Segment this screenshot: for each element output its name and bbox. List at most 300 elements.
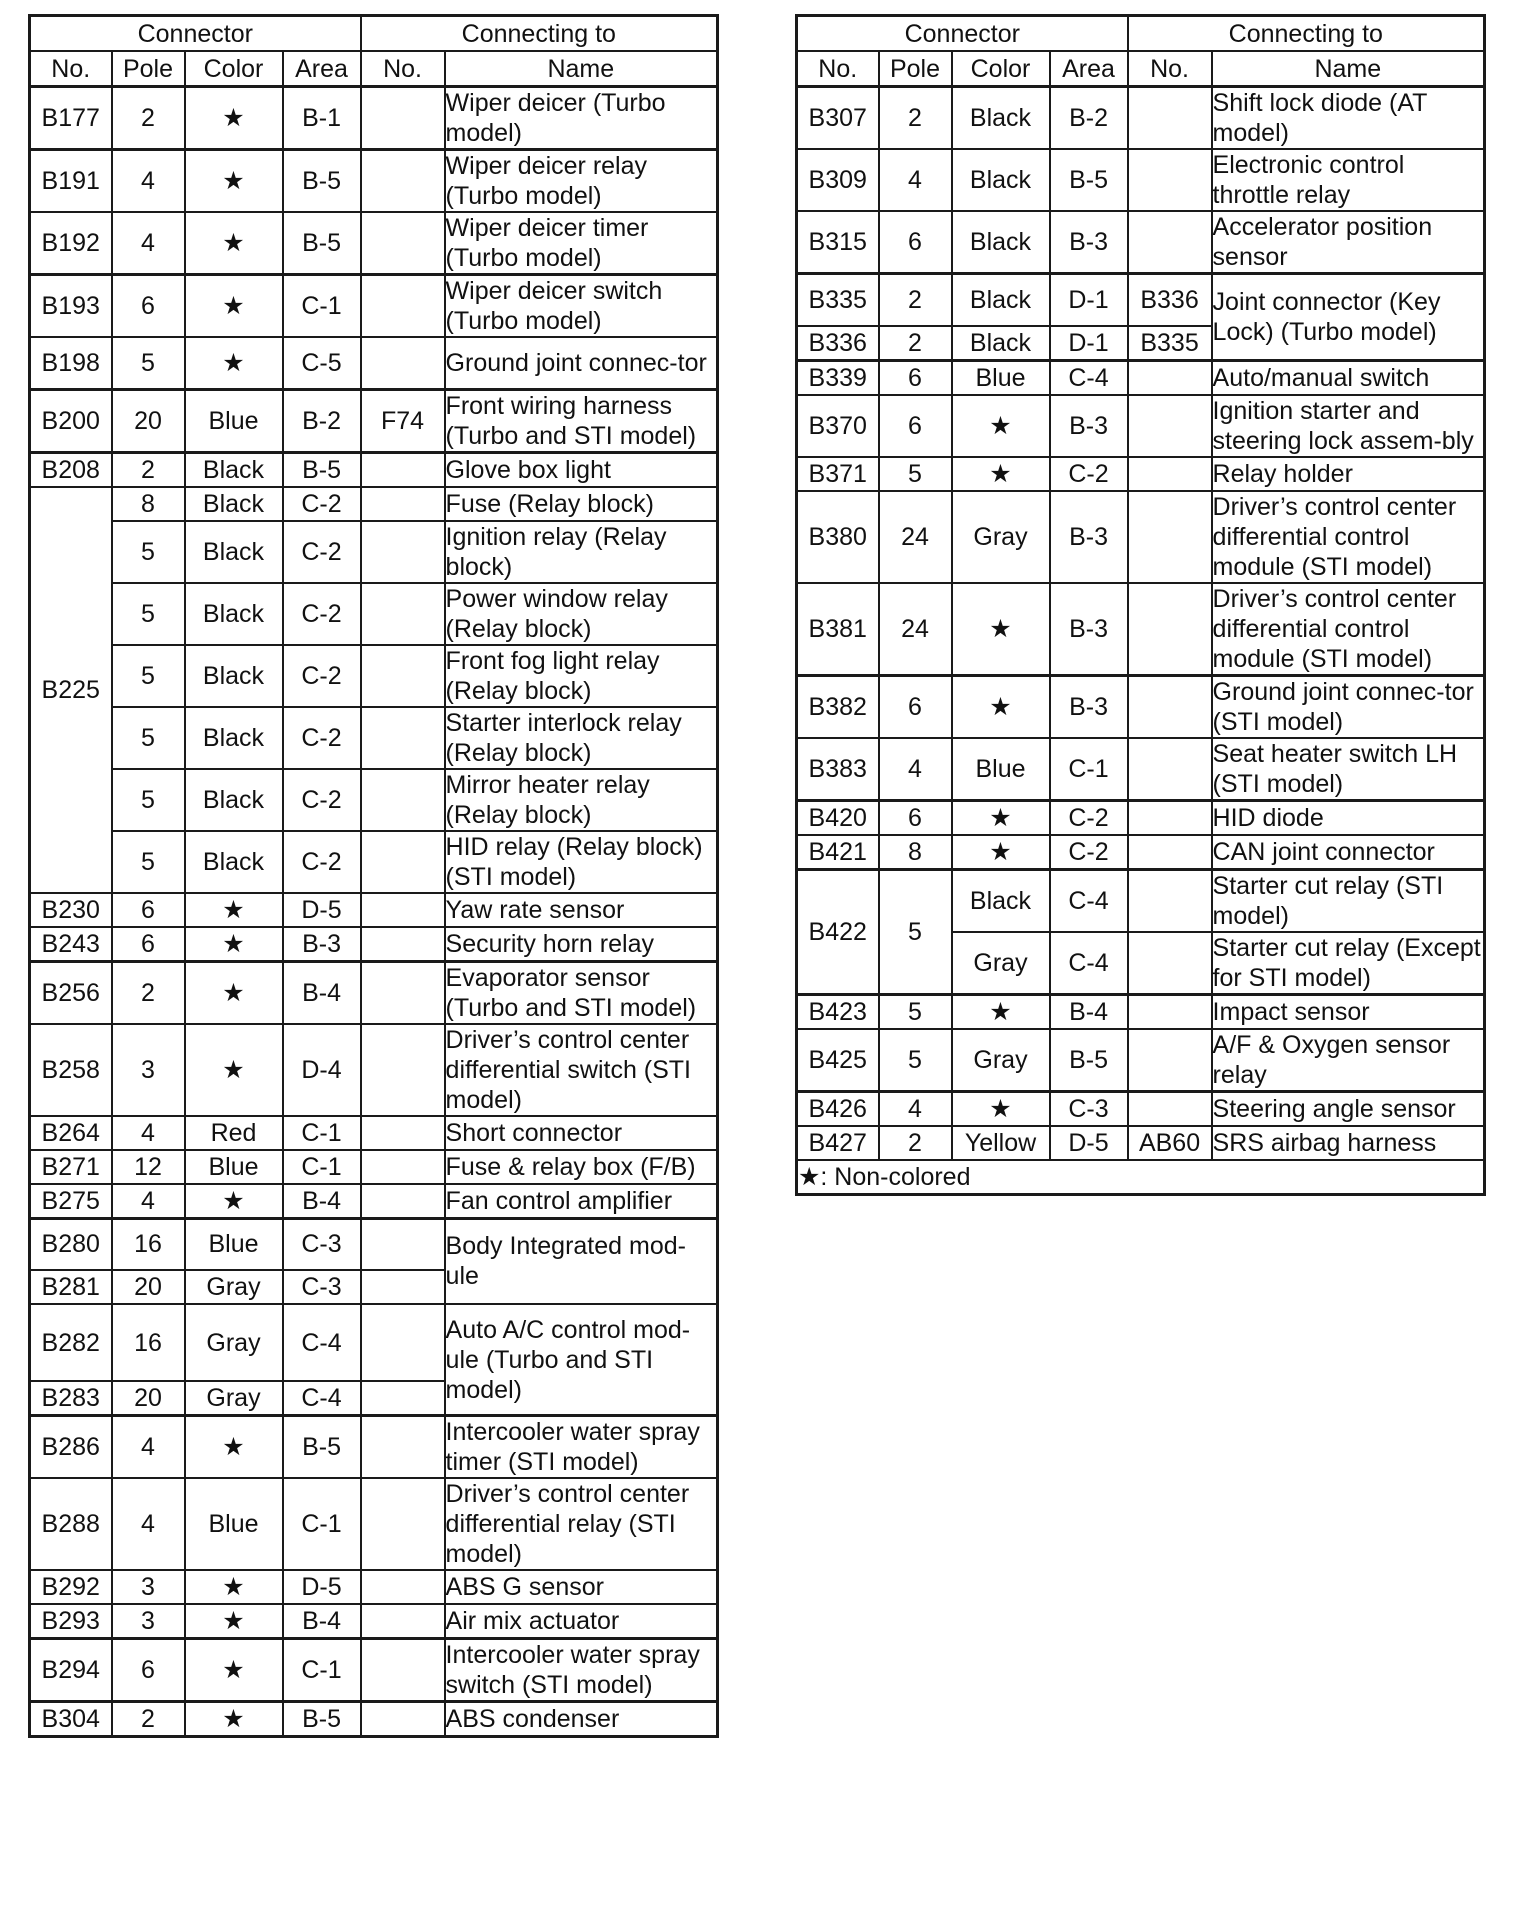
table-row — [30, 337, 718, 389]
color-value: Blue — [952, 738, 1050, 801]
pole-count: 20 — [112, 389, 185, 452]
connecting-to-no — [361, 1478, 445, 1570]
connecting-to-name: Driver’s control center differential switch (STI model) — [445, 1024, 718, 1116]
connector-no: B192 — [30, 212, 112, 275]
area-code: B-3 — [1050, 583, 1128, 676]
connecting-to-name: Wiper deicer relay (Turbo model) — [445, 150, 718, 213]
pole-count: 5 — [879, 1029, 952, 1092]
connector-no: B315 — [797, 211, 879, 274]
area-code: B-2 — [1050, 87, 1128, 150]
pole-count: 5 — [879, 869, 952, 994]
pole-count: 20 — [112, 1270, 185, 1304]
connector-no: B275 — [30, 1184, 112, 1219]
area-code: D-1 — [1050, 326, 1128, 361]
connecting-to-name: ABS G sensor — [445, 1570, 718, 1604]
connecting-to-no — [361, 1570, 445, 1604]
connecting-to-name: Fuse (Relay block) — [445, 487, 718, 521]
header-to-no: No. — [1128, 51, 1212, 87]
area-code: D-4 — [283, 1024, 361, 1116]
pole-count: 6 — [112, 1639, 185, 1702]
pole-count: 6 — [112, 893, 185, 927]
area-code: C-3 — [283, 1218, 361, 1270]
area-code: C-2 — [283, 831, 361, 893]
table-row — [30, 1604, 718, 1639]
color-value: Black — [185, 452, 283, 487]
connecting-to-name: Yaw rate sensor — [445, 893, 718, 927]
area-code: C-1 — [283, 1478, 361, 1570]
connecting-to-name: Front fog light relay (Relay block) — [445, 645, 718, 707]
connecting-to-no — [361, 927, 445, 962]
connecting-to-name: Joint connector (Key Lock) (Turbo model) — [1212, 274, 1485, 361]
pole-count: 5 — [112, 583, 185, 645]
color-value: Black — [185, 487, 283, 521]
pole-count: 5 — [112, 337, 185, 389]
area-code: C-3 — [283, 1270, 361, 1304]
color-value: Black — [952, 149, 1050, 211]
area-code: B-4 — [283, 1184, 361, 1219]
table-row — [797, 1091, 1485, 1126]
area-code: C-1 — [283, 275, 361, 338]
pole-count: 3 — [112, 1024, 185, 1116]
table-row — [30, 1024, 718, 1116]
pole-count: 8 — [879, 835, 952, 870]
table-row — [30, 1478, 718, 1570]
connecting-to-no — [361, 487, 445, 521]
area-code: B-4 — [1050, 994, 1128, 1029]
color-value: ★ — [952, 835, 1050, 870]
connecting-to-name: Mirror heater relay (Relay block) — [445, 769, 718, 831]
area-code: C-2 — [1050, 835, 1128, 870]
connecting-to-no — [361, 452, 445, 487]
connector-no: B286 — [30, 1416, 112, 1479]
connector-no: B339 — [797, 360, 879, 395]
connecting-to-no — [361, 275, 445, 338]
connecting-to-no — [1128, 149, 1212, 211]
pole-count: 4 — [112, 1478, 185, 1570]
connecting-to-no: AB60 — [1128, 1126, 1212, 1160]
table-row — [30, 87, 718, 150]
connecting-to-no — [361, 583, 445, 645]
connector-no: B230 — [30, 893, 112, 927]
area-code: D-5 — [1050, 1126, 1128, 1160]
connecting-to-no — [1128, 675, 1212, 738]
table-row — [30, 452, 718, 487]
connecting-to-no: B336 — [1128, 274, 1212, 326]
connector-no: B193 — [30, 275, 112, 338]
connecting-to-no — [1128, 87, 1212, 150]
connecting-to-no — [361, 212, 445, 275]
connector-no: B427 — [797, 1126, 879, 1160]
table-row — [30, 1150, 718, 1184]
connector-no: B422 — [797, 869, 879, 994]
table-row — [30, 389, 718, 452]
connector-no: B294 — [30, 1639, 112, 1702]
table-row — [30, 1184, 718, 1219]
connector-no: B371 — [797, 457, 879, 491]
table-row — [797, 583, 1485, 676]
connecting-to-name: Starter interlock relay (Relay block) — [445, 707, 718, 769]
connecting-to-no — [361, 1639, 445, 1702]
connecting-to-name: SRS airbag harness — [1212, 1126, 1485, 1160]
color-value: Gray — [185, 1381, 283, 1416]
pole-count: 24 — [879, 491, 952, 583]
connector-no: B243 — [30, 927, 112, 962]
color-value: Gray — [952, 932, 1050, 995]
connecting-to-name: A/F & Oxygen sensor relay — [1212, 1029, 1485, 1092]
connecting-to-name: Starter cut relay (Except for STI model) — [1212, 932, 1485, 995]
connector-no: B200 — [30, 389, 112, 452]
connector-no: B382 — [797, 675, 879, 738]
color-value: ★ — [952, 994, 1050, 1029]
connector-no: B425 — [797, 1029, 879, 1092]
pole-count: 6 — [112, 275, 185, 338]
connecting-to-name: Accelerator position sensor — [1212, 211, 1485, 274]
connecting-to-name: Auto/manual switch — [1212, 360, 1485, 395]
area-code: C-1 — [283, 1150, 361, 1184]
connecting-to-no — [1128, 583, 1212, 676]
connector-no: B292 — [30, 1570, 112, 1604]
connecting-to-no — [361, 1270, 445, 1304]
pole-count: 3 — [112, 1604, 185, 1639]
table-row — [30, 769, 718, 831]
connecting-to-name: Short connector — [445, 1116, 718, 1150]
connecting-to-no — [1128, 491, 1212, 583]
table-row — [797, 800, 1485, 835]
area-code: B-5 — [1050, 1029, 1128, 1092]
color-value: Black — [952, 87, 1050, 150]
color-value: Black — [952, 869, 1050, 932]
table-row — [30, 1416, 718, 1479]
connecting-to-name: Evaporator sensor (Turbo and STI model) — [445, 961, 718, 1024]
connector-no: B198 — [30, 337, 112, 389]
table-row — [30, 707, 718, 769]
connecting-to-no — [361, 521, 445, 583]
area-code: B-4 — [283, 1604, 361, 1639]
connecting-to-name: CAN joint connector — [1212, 835, 1485, 870]
color-value: ★ — [952, 800, 1050, 835]
color-value: Blue — [952, 360, 1050, 395]
connecting-to-name: Starter cut relay (STI model) — [1212, 869, 1485, 932]
color-value: ★ — [185, 927, 283, 962]
table-row — [30, 583, 718, 645]
table-row — [30, 1639, 718, 1702]
connecting-to-no — [1128, 211, 1212, 274]
pole-count: 2 — [112, 87, 185, 150]
pole-count: 8 — [112, 487, 185, 521]
area-code: C-2 — [1050, 800, 1128, 835]
connector-no: B336 — [797, 326, 879, 361]
pole-count: 5 — [112, 707, 185, 769]
pole-count: 5 — [112, 645, 185, 707]
connector-no: B293 — [30, 1604, 112, 1639]
table-row — [30, 645, 718, 707]
connecting-to-name: Electronic control throttle relay — [1212, 149, 1485, 211]
area-code: C-1 — [283, 1639, 361, 1702]
connecting-to-no — [361, 150, 445, 213]
header-pole: Pole — [112, 51, 185, 87]
connecting-to-name: Ground joint connec-tor (STI model) — [1212, 675, 1485, 738]
pole-count: 5 — [112, 831, 185, 893]
table-row — [797, 360, 1485, 395]
color-value: Blue — [185, 1218, 283, 1270]
color-value: ★ — [952, 583, 1050, 676]
connecting-to-no — [361, 707, 445, 769]
connecting-to-name: Impact sensor — [1212, 994, 1485, 1029]
connector-no: B420 — [797, 800, 879, 835]
area-code: B-3 — [1050, 491, 1128, 583]
connecting-to-name: Ignition starter and steering lock assem-bly — [1212, 395, 1485, 457]
color-value: ★ — [952, 395, 1050, 457]
table-row — [797, 1029, 1485, 1092]
area-code: B-3 — [283, 927, 361, 962]
area-code: B-5 — [283, 212, 361, 275]
header-connecting-to: Connecting to — [361, 16, 718, 52]
table-row — [797, 994, 1485, 1029]
connecting-to-no — [361, 893, 445, 927]
color-value: ★ — [185, 1702, 283, 1737]
area-code: C-2 — [1050, 457, 1128, 491]
pole-count: 24 — [879, 583, 952, 676]
pole-count: 5 — [112, 769, 185, 831]
pole-count: 6 — [879, 800, 952, 835]
connector-no: B256 — [30, 961, 112, 1024]
header-name: Name — [1212, 51, 1485, 87]
pole-count: 6 — [879, 675, 952, 738]
table-row — [30, 212, 718, 275]
connector-no: B177 — [30, 87, 112, 150]
area-code: C-3 — [1050, 1091, 1128, 1126]
table-row — [30, 893, 718, 927]
connector-no: B288 — [30, 1478, 112, 1570]
area-code: C-2 — [283, 769, 361, 831]
table-row — [30, 1304, 718, 1381]
color-value: ★ — [185, 893, 283, 927]
connector-no: B258 — [30, 1024, 112, 1116]
connecting-to-name: Seat heater switch LH (STI model) — [1212, 738, 1485, 801]
connector-no: B423 — [797, 994, 879, 1029]
area-code: B-3 — [1050, 211, 1128, 274]
connector-no: B383 — [797, 738, 879, 801]
connecting-to-no — [1128, 1029, 1212, 1092]
table-row — [797, 869, 1485, 932]
connecting-to-no: F74 — [361, 389, 445, 452]
connector-no: B282 — [30, 1304, 112, 1381]
table-row — [30, 1218, 718, 1270]
connecting-to-name: Intercooler water spray switch (STI model) — [445, 1639, 718, 1702]
connecting-to-no — [361, 1218, 445, 1270]
connecting-to-no — [361, 1604, 445, 1639]
connecting-to-name: Wiper deicer (Turbo model) — [445, 87, 718, 150]
connector-no: B335 — [797, 274, 879, 326]
connector-no: B304 — [30, 1702, 112, 1737]
area-code: B-5 — [283, 1416, 361, 1479]
connecting-to-no — [361, 1381, 445, 1416]
color-value: ★ — [185, 1416, 283, 1479]
table-row — [30, 1570, 718, 1604]
connecting-to-name: Fan control amplifier — [445, 1184, 718, 1219]
connecting-to-name: Fuse & relay box (F/B) — [445, 1150, 718, 1184]
connecting-to-no — [1128, 1091, 1212, 1126]
connecting-to-no — [361, 1702, 445, 1737]
color-value: ★ — [185, 1639, 283, 1702]
area-code: C-1 — [283, 1116, 361, 1150]
connecting-to-no — [361, 831, 445, 893]
pole-count: 4 — [112, 1416, 185, 1479]
area-code: B-3 — [1050, 675, 1128, 738]
connecting-to-no — [361, 87, 445, 150]
connecting-to-no — [361, 1184, 445, 1219]
header-connecting-to: Connecting to — [1128, 16, 1485, 52]
pole-count: 5 — [879, 994, 952, 1029]
connector-no: B208 — [30, 452, 112, 487]
table-row — [797, 87, 1485, 150]
connecting-to-no — [361, 1304, 445, 1381]
connecting-to-name: Security horn relay — [445, 927, 718, 962]
connector-table-right — [795, 14, 1486, 1196]
header-no: No. — [797, 51, 879, 87]
color-value: Yellow — [952, 1126, 1050, 1160]
area-code: C-4 — [283, 1381, 361, 1416]
pole-count: 4 — [112, 150, 185, 213]
table-row — [797, 149, 1485, 211]
color-value: Black — [185, 707, 283, 769]
pole-count: 12 — [112, 1150, 185, 1184]
connector-no: B309 — [797, 149, 879, 211]
pole-count: 20 — [112, 1381, 185, 1416]
header-color: Color — [952, 51, 1050, 87]
header-name: Name — [445, 51, 718, 87]
connecting-to-no — [361, 337, 445, 389]
connecting-to-name: Shift lock diode (AT model) — [1212, 87, 1485, 150]
color-value: Black — [952, 326, 1050, 361]
pole-count: 4 — [112, 212, 185, 275]
pole-count: 2 — [112, 452, 185, 487]
area-code: B-5 — [283, 452, 361, 487]
table-row — [30, 521, 718, 583]
color-value: ★ — [185, 275, 283, 338]
pole-count: 4 — [879, 1091, 952, 1126]
color-value: ★ — [185, 87, 283, 150]
area-code: C-4 — [1050, 869, 1128, 932]
area-code: C-2 — [283, 645, 361, 707]
pole-count: 2 — [879, 326, 952, 361]
area-code: B-2 — [283, 389, 361, 452]
pole-count: 4 — [112, 1184, 185, 1219]
table-row — [30, 1116, 718, 1150]
color-value: ★ — [185, 1024, 283, 1116]
table-row — [30, 275, 718, 338]
table-row — [797, 738, 1485, 801]
connecting-to-no — [361, 769, 445, 831]
pole-count: 2 — [879, 1126, 952, 1160]
pole-count: 6 — [879, 211, 952, 274]
connecting-to-name: Power window relay (Relay block) — [445, 583, 718, 645]
pole-count: 2 — [112, 961, 185, 1024]
connecting-to-name: Steering angle sensor — [1212, 1091, 1485, 1126]
connecting-to-name: Driver’s control center differential control module (STI model) — [1212, 491, 1485, 583]
pole-count: 5 — [112, 521, 185, 583]
area-code: B-4 — [283, 961, 361, 1024]
connecting-to-name: Ignition relay (Relay block) — [445, 521, 718, 583]
pole-count: 4 — [879, 149, 952, 211]
header-no: No. — [30, 51, 112, 87]
header-area: Area — [1050, 51, 1128, 87]
table-row — [30, 961, 718, 1024]
pole-count: 6 — [879, 360, 952, 395]
connecting-to-name: Driver’s control center differential control module (STI model) — [1212, 583, 1485, 676]
connecting-to-name: Wiper deicer switch (Turbo model) — [445, 275, 718, 338]
pole-count: 4 — [112, 1116, 185, 1150]
connecting-to-no — [361, 1116, 445, 1150]
area-code: C-2 — [283, 521, 361, 583]
connector-no: B370 — [797, 395, 879, 457]
pole-count: 5 — [879, 457, 952, 491]
table-row — [797, 1126, 1485, 1160]
color-value: Blue — [185, 1478, 283, 1570]
header-area: Area — [283, 51, 361, 87]
color-value: Black — [185, 831, 283, 893]
color-value: Black — [185, 583, 283, 645]
connecting-to-name: ABS condenser — [445, 1702, 718, 1737]
color-value: Gray — [952, 1029, 1050, 1092]
color-value: Black — [185, 521, 283, 583]
connecting-to-no — [1128, 869, 1212, 932]
table-row — [797, 211, 1485, 274]
connecting-to-no — [1128, 360, 1212, 395]
header-connector: Connector — [797, 16, 1128, 52]
table-row — [797, 274, 1485, 326]
color-value: Gray — [185, 1270, 283, 1304]
table-row — [797, 835, 1485, 870]
connector-no: B380 — [797, 491, 879, 583]
color-value: ★ — [185, 1604, 283, 1639]
connecting-to-no — [361, 1416, 445, 1479]
connector-no: B426 — [797, 1091, 879, 1126]
connector-no: B191 — [30, 150, 112, 213]
area-code: D-5 — [283, 893, 361, 927]
connector-table-left — [28, 14, 719, 1738]
connector-no: B264 — [30, 1116, 112, 1150]
color-value: ★ — [952, 457, 1050, 491]
connecting-to-no — [1128, 395, 1212, 457]
connecting-to-name: HID relay (Relay block) (STI model) — [445, 831, 718, 893]
pole-count: 6 — [112, 927, 185, 962]
connecting-to-name: Glove box light — [445, 452, 718, 487]
area-code: B-5 — [1050, 149, 1128, 211]
area-code: C-2 — [283, 583, 361, 645]
connector-no: B307 — [797, 87, 879, 150]
color-value: Red — [185, 1116, 283, 1150]
color-value: ★ — [185, 150, 283, 213]
area-code: B-5 — [283, 150, 361, 213]
pole-count: 16 — [112, 1304, 185, 1381]
connecting-to-name: HID diode — [1212, 800, 1485, 835]
connector-no: B280 — [30, 1218, 112, 1270]
area-code: B-3 — [1050, 395, 1128, 457]
area-code: B-5 — [283, 1702, 361, 1737]
connecting-to-no — [361, 1150, 445, 1184]
legend-note: ★: Non-colored — [797, 1160, 1485, 1195]
area-code: C-4 — [283, 1304, 361, 1381]
connecting-to-name: Ground joint connec-tor — [445, 337, 718, 389]
connecting-to-no — [1128, 835, 1212, 870]
header-to-no: No. — [361, 51, 445, 87]
connecting-to-name: Relay holder — [1212, 457, 1485, 491]
connecting-to-no — [1128, 932, 1212, 995]
connecting-to-name: Front wiring harness (Turbo and STI model) — [445, 389, 718, 452]
area-code: D-5 — [283, 1570, 361, 1604]
pole-count: 4 — [879, 738, 952, 801]
